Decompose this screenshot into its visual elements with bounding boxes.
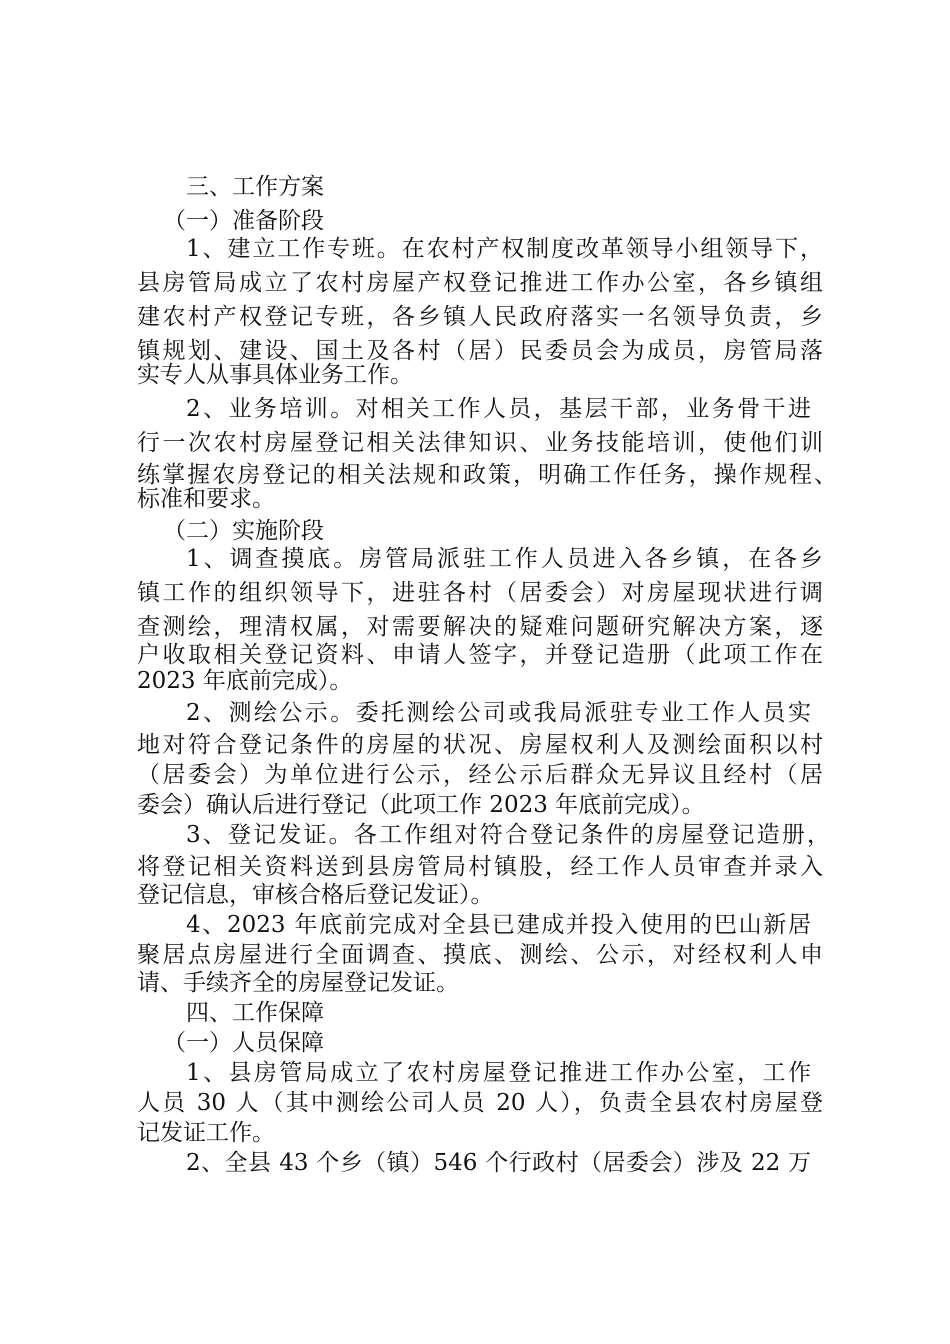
subheading-staffing: （一）人员保障	[163, 1030, 324, 1056]
paragraph-line: 标准和要求。	[137, 486, 275, 512]
paragraph-line: 县房管局成立了农村房屋产权登记推进工作办公室，各乡镇组	[137, 270, 823, 296]
paragraph-line: 4、2023 年底前完成对全县已建成并投入使用的巴山新居	[186, 912, 811, 938]
paragraph-line: 练掌握农房登记的相关法规和政策，明确工作任务，操作规程、	[137, 462, 837, 488]
paragraph-line: 建农村产权登记专班，各乡镇人民政府落实一名领导负责，乡	[137, 304, 823, 330]
paragraph-line: 户收取相关登记资料、申请人签字，并登记造册（此项工作在	[137, 642, 823, 668]
paragraph-line: 2023 年底前完成）。	[137, 668, 353, 694]
paragraph-line: 2、测绘公示。委托测绘公司或我局派驻专业工作人员实	[186, 700, 811, 726]
paragraph-line: 2、全县 43 个乡（镇）546 个行政村（居委会）涉及 22 万	[186, 1150, 811, 1176]
paragraph-line: 登记信息，审核合格后登记发证）。	[137, 882, 494, 908]
subheading-preparation: （一）准备阶段	[163, 208, 324, 234]
paragraph-line: 记发证工作。	[137, 1120, 275, 1146]
paragraph-line: 委会）确认后进行登记（此项工作 2023 年底前完成）。	[137, 792, 705, 818]
paragraph-line: 实专人从事具体业务工作。	[137, 362, 413, 388]
paragraph-line: 查测绘，理清权属，对需要解决的疑难问题研究解决方案，逐	[137, 614, 823, 640]
paragraph-line: 1、调查摸底。房管局派驻工作人员进入各乡镇，在各乡	[186, 546, 823, 572]
heading-work-guarantee: 四、工作保障	[186, 1000, 324, 1026]
paragraph-line: 镇规划、建设、国土及各村（居）民委员会为成员，房管局落	[137, 338, 823, 364]
paragraph-line: 将登记相关资料送到县房管局村镇股，经工作人员审查并录入	[137, 854, 823, 880]
subheading-implementation: （二）实施阶段	[163, 518, 324, 544]
paragraph-line: 1、县房管局成立了农村房屋登记推进工作办公室，工作	[186, 1060, 811, 1086]
heading-work-plan: 三、工作方案	[186, 174, 324, 200]
paragraph-line: 人员 30 人（其中测绘公司人员 20 人），负责全县农村房屋登	[137, 1090, 823, 1116]
paragraph-line: 地对符合登记条件的房屋的状况、房屋权利人及测绘面积以村	[137, 732, 823, 758]
paragraph-line: 3、登记发证。各工作组对符合登记条件的房屋登记造册，	[186, 822, 830, 848]
paragraph-line: 1、建立工作专班。在农村产权制度改革领导小组领导下，	[186, 236, 823, 262]
paragraph-line: 请、手续齐全的房屋登记发证。	[137, 970, 459, 996]
paragraph-line: 聚居点房屋进行全面调查、摸底、测绘、公示，对经权利人申	[137, 942, 823, 968]
paragraph-line: 镇工作的组织领导下，进驻各村（居委会）对房屋现状进行调	[137, 580, 823, 606]
paragraph-line: 2、业务培训。对相关工作人员，基层干部，业务骨干进	[186, 396, 811, 422]
paragraph-line: （居委会）为单位进行公示，经公示后群众无异议且经村（居	[137, 762, 823, 788]
paragraph-line: 行一次农村房屋登记相关法律知识、业务技能培训，使他们训	[137, 430, 823, 456]
